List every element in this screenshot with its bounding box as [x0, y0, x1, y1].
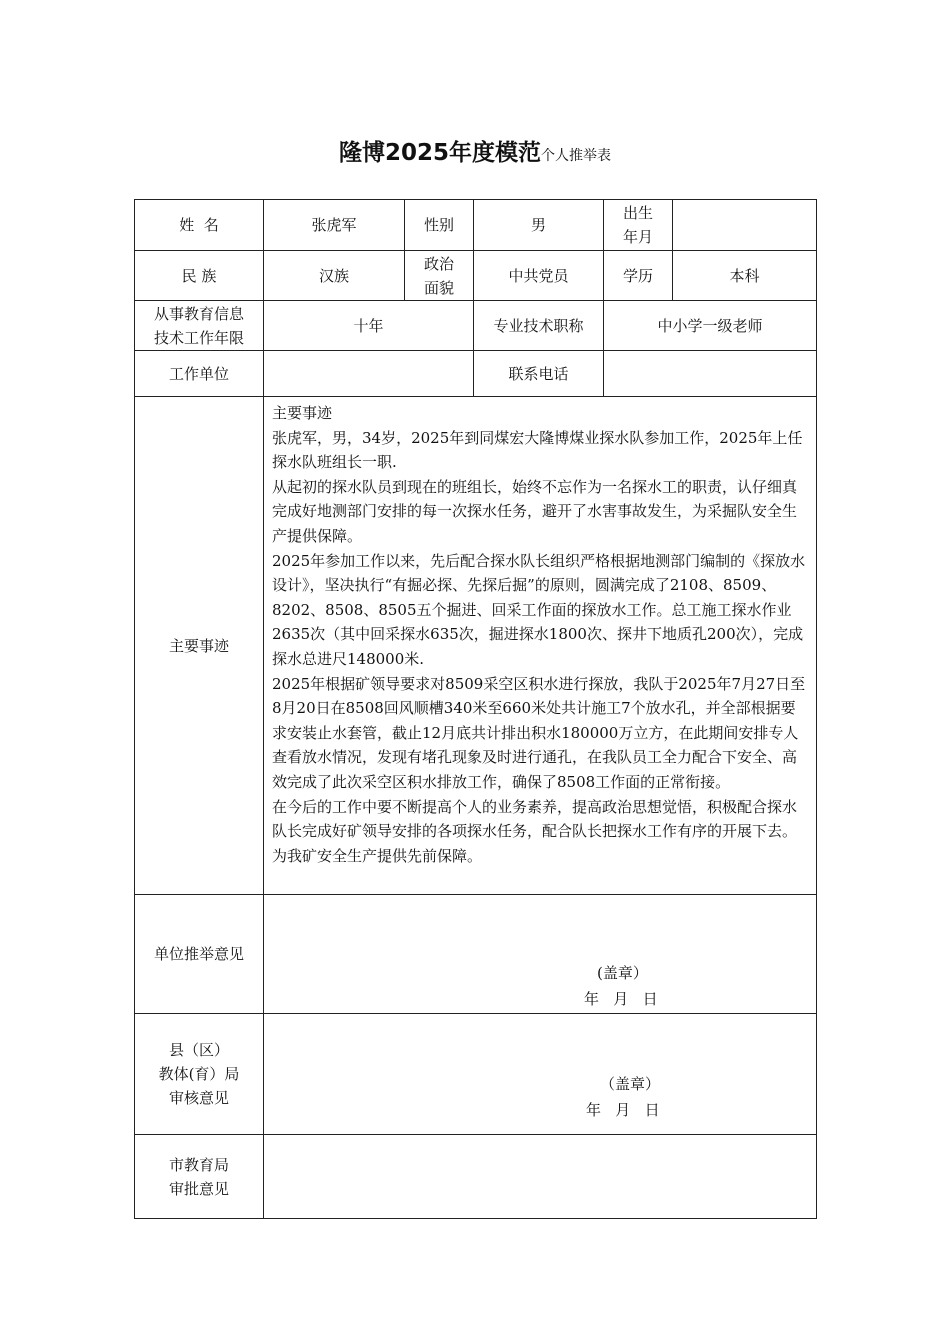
- years-label-line-1: 从事教育信息: [153, 304, 244, 323]
- deeds-content: [264, 397, 817, 895]
- county-label: [135, 1014, 264, 1135]
- unit-seal: (盖章）: [597, 964, 648, 982]
- education-label: 学历: [604, 251, 673, 301]
- county-opinion-cell: [264, 1014, 817, 1135]
- nomination-form: [134, 199, 817, 1219]
- birth-label: [604, 200, 673, 251]
- gender-value: 男: [474, 200, 604, 251]
- gender-label: 性别: [405, 200, 474, 251]
- unit-opinion-label: 单位推举意见: [135, 895, 264, 1014]
- deeds-label: 主要事迹: [135, 397, 264, 895]
- county-label-line-3: 审核意见: [168, 1089, 229, 1107]
- years-label-line-2: 技术工作年限: [153, 328, 244, 347]
- city-label: [135, 1135, 264, 1219]
- unit-date: 年 月 日: [584, 990, 658, 1008]
- county-seal: （盖章）: [600, 1075, 661, 1093]
- title-sub: 个人推举表: [541, 148, 611, 164]
- city-label-line-1: 市教育局: [168, 1155, 229, 1174]
- years-value: 十年: [264, 301, 474, 351]
- birth-label-line-2: 年月: [622, 228, 653, 246]
- birth-value: [673, 200, 817, 251]
- deeds-paragraph: 从起初的探水队员到现在的班组长，始终不忘作为一名探水工的职责，认仔细真完成好地测部门安排的每一次探水任务，避开了水害事故发生，为采掘队安全生产提供保障。: [272, 477, 798, 545]
- name-label: 姓 名: [135, 200, 264, 251]
- politics-value: 中共党员: [474, 251, 604, 301]
- city-opinion-cell: [264, 1135, 817, 1219]
- deeds-paragraph: 2025年根据矿领导要求对8509采空区积水进行探放，我队于2025年7月27日至8月20日在8508回风顺槽340米至660米处共计施工7个放水孔，并全部根据要求安装止水套管，截止12月底共计排出积水180000万立方，在此期间安排专人查看放水情况，发现有堵孔现象及时进行通孔，在我队员工全力配合下安全、高效完成了此次采空区积水排放工作，确保了8508工作面的正常衔接。: [272, 674, 806, 791]
- title-label: 专业技术职称: [474, 301, 604, 351]
- city-label-line-2: 审批意见: [168, 1179, 229, 1198]
- deeds-paragraph: 张虎军，男，34岁，2025年到同煤宏大隆博煤业探水队参加工作，2025年上任探水队班组长一职.: [272, 428, 803, 472]
- deeds-paragraph: 2025年参加工作以来，先后配合探水队长组织严格根据地测部门编制的《探放水设计》，坚决执行“有掘必探、先探后掘”的原则，圆满完成了2108、8509、8202、8508、8505五个掘进、回采工作面的探放水工作。总工施工探水作业2635次（其中回采探水635次，掘进探水1800次、探井下地质孔200次），完成探水总进尺148000米.: [272, 551, 806, 668]
- county-label-line-1: 县（区）: [168, 1041, 229, 1059]
- phone-value: [604, 351, 817, 397]
- name-value: 张虎军: [264, 200, 405, 251]
- politics-label-line-2: 面貌: [423, 278, 454, 297]
- unit-opinion-cell: [264, 895, 817, 1014]
- title-value: 中小学一级老师: [604, 301, 817, 351]
- ethnicity-label: 民 族: [135, 251, 264, 301]
- politics-label: [405, 251, 474, 301]
- politics-label-line-1: 政治: [423, 254, 454, 273]
- county-label-line-2: 教体(育）局: [158, 1065, 240, 1083]
- county-date: 年 月 日: [586, 1101, 660, 1119]
- document-title: [0, 134, 950, 167]
- years-label: [135, 301, 264, 351]
- unit-label: 工作单位: [135, 351, 264, 397]
- ethnicity-value: 汉族: [264, 251, 405, 301]
- deeds-paragraph: 在今后的工作中要不断提高个人的业务素养，提高政治思想觉悟，积极配合探水队长完成好矿领导安排的各项探水任务，配合队长把探水工作有序的开展下去。为我矿安全生产提供先前保障。: [272, 797, 798, 865]
- title-main: 隆博2025年度模范: [338, 140, 541, 166]
- phone-label: 联系电话: [474, 351, 604, 397]
- birth-label-line-1: 出生: [622, 204, 653, 222]
- education-value: 本科: [673, 251, 817, 301]
- deeds-heading: 主要事迹: [272, 404, 333, 422]
- unit-value: [264, 351, 474, 397]
